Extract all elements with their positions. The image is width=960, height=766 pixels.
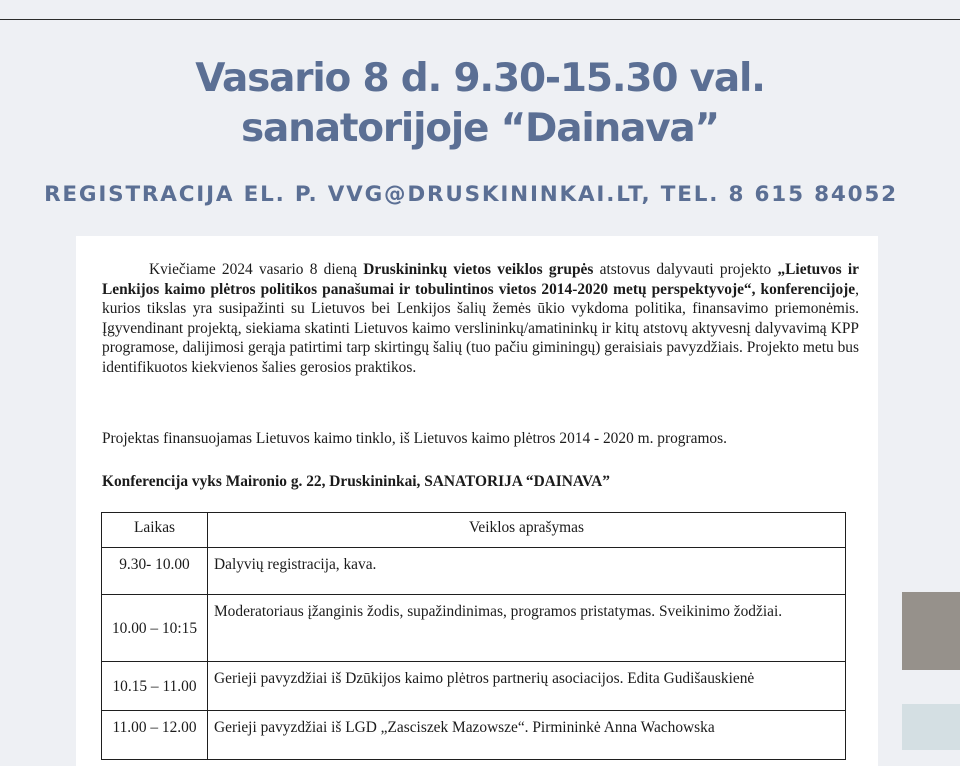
- row-time: 10.15 – 11.00: [102, 662, 208, 711]
- decorative-block-gray: [902, 592, 960, 670]
- row-time: 10.00 – 10:15: [102, 595, 208, 662]
- event-headline: [0, 54, 960, 154]
- intro-bold-1: Druskininkų vietos veiklos grupės: [363, 261, 594, 278]
- table-row: [102, 662, 846, 711]
- row-description: Gerieji pavyzdžiai iš Dzūkijos kaimo plėtros partnerių asociacijos. Edita Gudišauskienė: [208, 662, 846, 711]
- row-description: Dalyvių registracija, kava.: [208, 548, 846, 595]
- registration-info: REGISTRACIJA EL. P. VVG@DRUSKININKAI.LT, TEL. 8 615 84052: [44, 182, 898, 207]
- table-row: [102, 595, 846, 662]
- row-description: Moderatoriaus įžanginis žodis, supažindinimas, programos pristatymas. Sveikinimo žodžiai.: [208, 595, 846, 662]
- header-time: Laikas: [102, 513, 208, 548]
- intro-bold-2: „Lietuvos ir Lenkijos kaimo plėtros politikos panašumai ir tobulintinos vietos 2014-2020 metų perspektyvoje“, konferencijoje: [102, 261, 859, 298]
- intro-text-2: atstovus dalyvauti projekto: [593, 261, 778, 278]
- header-description: Veiklos aprašymas: [208, 513, 846, 548]
- funding-paragraph: Projektas finansuojamas Lietuvos kaimo tinklo, iš Lietuvos kaimo plėtros 2014 - 2020 m. programos.: [102, 430, 727, 447]
- headline-date-time: Vasario 8 d. 9.30-15.30 val.: [195, 56, 765, 101]
- venue-paragraph: Konferencija vyks Maironio g. 22, Druskininkai, SANATORIJA “DAINAVA”: [102, 473, 610, 490]
- row-time: 9.30- 10.00: [102, 548, 208, 595]
- schedule-table: [101, 512, 846, 760]
- top-divider: [0, 19, 960, 20]
- invitation-document: [76, 236, 878, 766]
- row-time: 11.00 – 12.00: [102, 711, 208, 760]
- schedule-header-row: [102, 513, 846, 548]
- intro-text-3: , kurios tikslas yra susipažinti su Lietuvos bei Lenkijos šalių žemės ūkio vykdoma politika, finansavimo priemonėmis. Įgyvendinant projektą, siekiama skatinti Lietuvos kaimo verslininkų/amatininkų ir kitų atstovų aktyvesnį dalyvavimą KPP programose, dalijimosi gerąja patirtimi tarp skirtingų šalių (tuo pačiu giminingų) geraisiais pavyzdžiais. Projekto metu bus identifikuotos kiekvienos šalies gerosios praktikos.: [102, 280, 859, 376]
- intro-paragraph: [102, 260, 859, 377]
- headline-venue: sanatorijoje “Dainava”: [241, 106, 719, 151]
- row-description: Gerieji pavyzdžiai iš LGD „Zasciszek Mazowsze“. Pirmininkė Anna Wachowska: [208, 711, 846, 760]
- table-row: [102, 711, 846, 760]
- decorative-block-light: [902, 704, 960, 750]
- table-row: [102, 548, 846, 595]
- intro-text-1: Kviečiame 2024 vasario 8 dieną: [149, 261, 364, 278]
